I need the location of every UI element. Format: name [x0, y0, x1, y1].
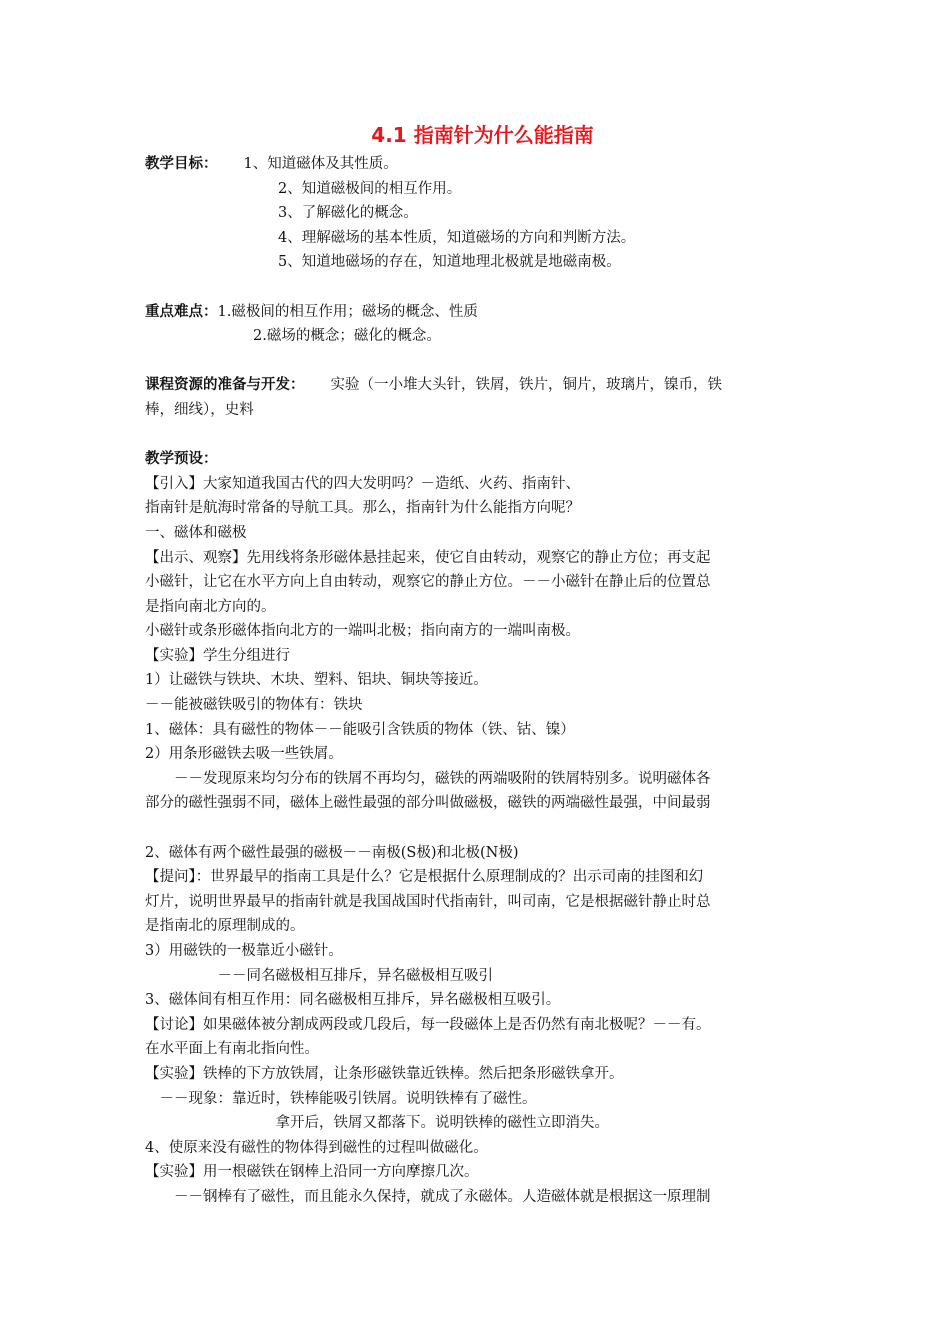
body-line: 小磁针，让它在水平方向上自由转动，观察它的静止方位。－－小磁针在静止后的位置总 [145, 574, 711, 591]
objective-item: 3、了解磁化的概念。 [278, 205, 418, 222]
body-line: 部分的磁性强弱不同，磁体上磁性最强的部分叫做磁极，磁铁的两端磁性最强，中间最弱 [145, 795, 711, 812]
section-heading: 一、磁体和磁极 [145, 524, 247, 541]
objective-item: 1、知道磁体及其性质。 [243, 156, 398, 172]
objective-item: 4、理解磁场的基本性质，知道磁场的方向和判断方法。 [278, 229, 636, 246]
body-line: －－能被磁铁吸引的物体有：铁块 [145, 697, 363, 714]
resources-text: 实验（一小堆大头针，铁屑，铁片，铜片，玻璃片，镍币，铁 [330, 377, 722, 394]
body-line: 1）让磁铁与铁块、木块、塑料、铝块、铜块等接近。 [145, 672, 488, 689]
resources-line-1 [145, 373, 810, 398]
objectives-label: 教学目标： [145, 155, 218, 172]
keypoints-label: 重点难点： [145, 302, 218, 320]
preset-label: 教学预设： [145, 450, 218, 468]
body-line: 2）用条形磁铁去吸一些铁屑。 [145, 746, 343, 763]
body-line: －－钢棒有了磁性，而且能永久保持，就成了永磁体。人造磁体就是根据这一原理制 [145, 1188, 711, 1205]
resources-label: 课程资源的准备与开发： [145, 376, 305, 394]
body-line: 小磁针或条形磁体指向北方的一端叫北极；指向南方的一端叫南极。 [145, 623, 580, 640]
objective-item: 5、知道地磁场的存在，知道地理北极就是地磁南极。 [278, 254, 621, 271]
keypoint-item: 1.磁极间的相互作用；磁场的概念、性质 [217, 303, 478, 320]
body-line: 【实验】铁棒的下方放铁屑，让条形磁铁靠近铁棒。然后把条形磁铁拿开。 [145, 1065, 624, 1082]
body-line: 指南针是航海时常备的导航工具。那么，指南针为什么能指方向呢？ [145, 500, 580, 517]
body-line: 【讨论】如果磁体被分割成两段或几段后，每一段磁体上是否仍然有南北极呢？－－有。 [145, 1016, 711, 1033]
body-line: 【出示、观察】先用线将条形磁体悬挂起来，使它自由转动，观察它的静止方位；再支起 [145, 549, 711, 566]
objective-line-1 [145, 152, 810, 177]
body-line: －－发现原来均匀分布的铁屑不再均匀，磁铁的两端吸附的铁屑特别多。说明磁体各 [145, 770, 711, 787]
keypoint-line-1 [145, 300, 810, 325]
document-page [145, 118, 810, 1210]
body-line: 是指南北的原理制成的。 [145, 918, 305, 935]
body-line: 【实验】用一根磁铁在钢棒上沿同一方向摩擦几次。 [145, 1164, 479, 1181]
body-line: 3、磁体间有相互作用：同名磁极相互排斥，异名磁极相互吸引。 [145, 992, 561, 1009]
document-title: 4.1 指南针为什么能指南 [371, 123, 594, 147]
keypoint-item: 2.磁场的概念；磁化的概念。 [253, 328, 441, 345]
body-line: 【引入】大家知道我国古代的四大发明吗？－造纸、火药、指南针、 [145, 475, 580, 492]
body-line: 灯片，说明世界最早的指南针就是我国战国时代指南针，叫司南，它是根据磁针静止时总 [145, 893, 711, 910]
body-line: －－现象：靠近时，铁棒能吸引铁屑。说明铁棒有了磁性。 [145, 1090, 537, 1107]
body-line: 2、磁体有两个磁性最强的磁极－－南极(S极)和北极(N极) [145, 844, 519, 861]
objective-item: 2、知道磁极间的相互作用。 [278, 180, 462, 197]
body-line: 是指向南北方向的。 [145, 598, 276, 615]
body-line: 3）用磁铁的一极靠近小磁针。 [145, 943, 343, 959]
resources-line-2: 棒，细线），史料 [145, 401, 254, 418]
body-line: 在水平面上有南北指向性。 [145, 1041, 319, 1058]
body-line: 拿开后，铁屑又都落下。说明铁棒的磁性立即消失。 [145, 1115, 609, 1132]
body-line: 4、使原来没有磁性的物体得到磁性的过程叫做磁化。 [145, 1139, 488, 1156]
body-line: 【提问】：世界最早的指南工具是什么？它是根据什么原理制成的？出示司南的挂图和幻 [145, 869, 704, 886]
body-line: 【实验】学生分组进行 [145, 647, 290, 664]
body-line: －－同名磁极相互排斥，异名磁极相互吸引 [145, 967, 493, 984]
body-line: 1、磁体：具有磁性的物体－－能吸引含铁质的物体（铁、钴、镍） [145, 721, 575, 738]
